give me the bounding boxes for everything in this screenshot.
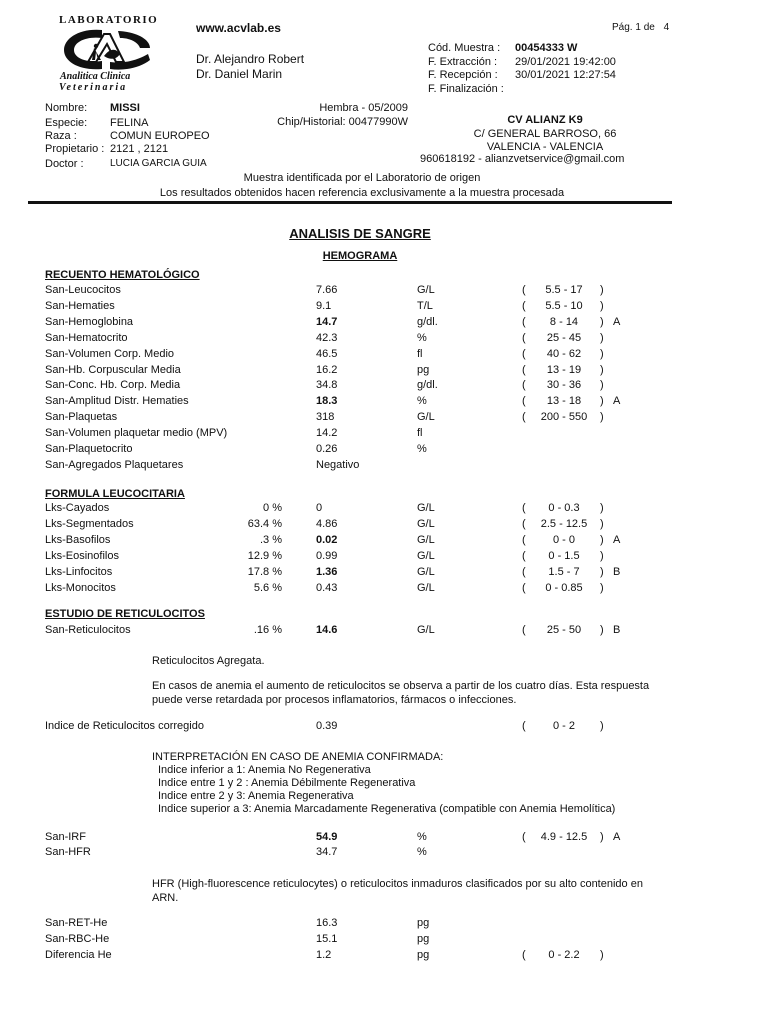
extraction-date-label: F. Extracción : <box>428 56 498 68</box>
test-name: Lks-Basofilos <box>45 534 111 546</box>
owner-label: Propietario : <box>45 143 105 155</box>
test-unit: pg <box>417 363 430 376</box>
range-open: ( <box>522 831 526 843</box>
header-divider <box>28 201 672 204</box>
note-anemia: En casos de anemia el aumento de reticulocitos se observa a partir de los cuatro días. Esta respuesta puede verse retardada por procesos inflamatorios, fármacos o infecciones. <box>152 680 650 706</box>
test-percent: 5.6 % <box>253 582 282 594</box>
test-percent: 63.4 % <box>247 518 282 530</box>
test-range: 200 - 550 <box>540 411 588 424</box>
test-range: 1.5 - 7 <box>548 566 580 578</box>
range-open: ( <box>522 566 526 578</box>
test-value: 0.02 <box>316 534 338 546</box>
test-percent: .3 % <box>259 534 282 546</box>
test-unit: G/L <box>417 284 435 296</box>
doctor-2: Dr. Daniel Marin <box>196 67 283 81</box>
test-percent: 12.9 % <box>247 550 282 562</box>
table-row <box>0 720 768 735</box>
test-name: Diferencia He <box>45 949 112 961</box>
test-name: San-Agregados Plaquetares <box>45 458 184 471</box>
test-flag: B <box>613 566 621 578</box>
test-name: San-IRF <box>45 831 86 843</box>
range-open: ( <box>522 347 526 360</box>
range-open: ( <box>522 315 526 328</box>
test-range: 5.5 - 17 <box>545 284 583 296</box>
test-unit: pg <box>417 949 430 961</box>
page-indicator <box>612 22 669 33</box>
test-name: San-Volumen plaquetar medio (MPV) <box>45 427 228 440</box>
lab-logo-subtitle-2: Veterinaria <box>59 82 128 93</box>
table-row <box>0 459 768 474</box>
test-flag: A <box>613 395 621 408</box>
test-value: 16.2 <box>316 363 338 376</box>
test-unit: pg <box>417 917 430 929</box>
range-open: ( <box>522 518 526 530</box>
test-unit: g/dl. <box>417 379 438 392</box>
test-range: 40 - 62 <box>546 347 582 360</box>
test-unit: % <box>417 331 427 344</box>
test-value: 14.7 <box>316 315 338 328</box>
test-name: San-Reticulocitos <box>45 624 131 636</box>
name-value: MISSI <box>110 102 140 114</box>
extraction-date-value: 29/01/2021 19:42:00 <box>515 56 616 68</box>
test-value: 15.1 <box>316 933 338 945</box>
test-name: San-Hematocrito <box>45 331 128 344</box>
range-close: ) <box>600 949 604 961</box>
range-close: ) <box>600 534 604 546</box>
reception-date-value: 30/01/2021 12:27:54 <box>515 69 616 81</box>
reception-date-label: F. Recepción : <box>428 69 498 81</box>
test-name: San-Volumen Corp. Medio <box>45 347 175 360</box>
test-range: 0 - 0 <box>552 534 575 546</box>
section-title-leuco: FORMULA LEUCOCITARIA <box>45 488 185 500</box>
test-value: 7.66 <box>316 284 338 296</box>
test-percent: 17.8 % <box>247 566 282 578</box>
test-flag: A <box>613 534 621 546</box>
test-unit: T/L <box>417 299 433 312</box>
range-close: ) <box>600 518 604 530</box>
test-unit: G/L <box>417 411 435 424</box>
test-name: San-Amplitud Distr. Hematies <box>45 395 189 408</box>
table-row <box>0 550 768 565</box>
lab-logo-title: LABORATORIO <box>59 14 159 26</box>
test-unit: G/L <box>417 518 435 530</box>
range-open: ( <box>522 582 526 594</box>
table-row <box>0 502 768 517</box>
test-value: 0.99 <box>316 550 338 562</box>
test-unit: fl <box>417 427 423 440</box>
clinic-name: CV ALIANZ K9 <box>507 114 583 126</box>
range-close: ) <box>600 363 604 376</box>
test-value: 54.9 <box>316 831 338 843</box>
page-total: 4 <box>663 22 670 33</box>
sample-code-value: 00454333 W <box>515 42 578 54</box>
interp-title: INTERPRETACIÓN EN CASO DE ANEMIA CONFIRMADA: <box>152 751 444 763</box>
test-value: 0.43 <box>316 582 338 594</box>
test-value: 0 <box>316 502 323 514</box>
notice-line-1: Muestra identificada por el Laboratorio de origen <box>243 172 481 184</box>
finalization-date-label: F. Finalización : <box>428 83 504 95</box>
range-open: ( <box>522 331 526 344</box>
test-percent: 0 % <box>263 502 282 514</box>
range-close: ) <box>600 315 604 328</box>
table-row <box>0 831 768 846</box>
test-range: 4.9 - 12.5 <box>540 831 588 843</box>
interp-line-3: Indice entre 2 y 3: Anemia Regenerativa <box>158 790 354 802</box>
test-name: Lks-Eosinofilos <box>45 550 119 562</box>
test-range: 25 - 50 <box>546 624 582 636</box>
test-name: Lks-Linfocitos <box>45 566 113 578</box>
test-range: 0 - 1.5 <box>548 550 580 562</box>
table-row <box>0 534 768 549</box>
owner-value: 2121 , 2121 <box>110 143 169 155</box>
test-range: 30 - 36 <box>546 379 582 392</box>
test-value: Negativo <box>316 458 360 471</box>
range-close: ) <box>600 720 604 732</box>
test-value: 14.2 <box>316 427 338 440</box>
test-unit: G/L <box>417 550 435 562</box>
test-value: 9.1 <box>316 299 332 312</box>
range-close: ) <box>600 395 604 408</box>
table-row <box>0 846 768 861</box>
report-subtitle: HEMOGRAMA <box>322 250 398 262</box>
range-open: ( <box>522 624 526 636</box>
range-open: ( <box>522 395 526 408</box>
test-name: San-Conc. Hb. Corp. Media <box>45 379 181 392</box>
table-row <box>0 364 768 379</box>
report-title: ANALISIS DE SANGRE <box>289 226 431 241</box>
interp-line-4: Indice superior a 3: Anemia Marcadamente Regenerativa (compatible con Anemia Hemolítica) <box>158 803 616 815</box>
section-title-hemato: RECUENTO HEMATOLÓGICO <box>45 269 200 281</box>
test-value: 1.2 <box>316 949 332 961</box>
interp-line-2: Indice entre 1 y 2 : Anemia Débilmente Regenerativa <box>158 777 416 789</box>
interp-line-1: Indice inferior a 1: Anemia No Regenerativa <box>158 764 371 776</box>
name-label: Nombre: <box>45 102 88 114</box>
table-row <box>0 443 768 458</box>
section-title-retic: ESTUDIO DE RETICULOCITOS <box>45 608 205 620</box>
test-value: 42.3 <box>316 331 338 344</box>
test-value: 0.26 <box>316 443 338 455</box>
doctor-1: Dr. Alejandro Robert <box>196 52 305 66</box>
test-name: Lks-Segmentados <box>45 518 134 530</box>
table-row <box>0 284 768 299</box>
range-open: ( <box>522 720 526 732</box>
table-row <box>0 917 768 932</box>
test-name: Lks-Monocitos <box>45 582 116 594</box>
table-row <box>0 566 768 581</box>
test-unit: % <box>417 831 427 843</box>
range-close: ) <box>600 379 604 392</box>
range-open: ( <box>522 550 526 562</box>
sample-code-label: Cód. Muestra : <box>428 42 501 54</box>
test-unit: G/L <box>417 624 435 636</box>
test-name: San-Hematies <box>45 299 115 312</box>
test-value: 318 <box>316 411 335 424</box>
test-unit: G/L <box>417 566 435 578</box>
test-unit: G/L <box>417 582 435 594</box>
note-agregata: Reticulocitos Agregata. <box>152 655 265 667</box>
test-range: 25 - 45 <box>546 331 582 344</box>
table-row <box>0 624 768 639</box>
range-close: ) <box>600 624 604 636</box>
doctor-label: Doctor : <box>45 158 84 170</box>
range-open: ( <box>522 363 526 376</box>
test-range: 0 - 2.2 <box>548 949 580 961</box>
range-open: ( <box>522 299 526 312</box>
lab-emblem-icon <box>58 26 154 72</box>
test-unit: fl <box>417 347 423 360</box>
page-of: de <box>643 22 655 33</box>
range-close: ) <box>600 582 604 594</box>
doctor-value: LUCIA GARCIA GUIA <box>110 158 207 169</box>
website-link[interactable]: www.acvlab.es <box>196 21 281 35</box>
test-unit: % <box>417 443 427 455</box>
test-value: 46.5 <box>316 347 338 360</box>
test-name: San-Hb. Corpuscular Media <box>45 363 181 376</box>
test-name: San-HFR <box>45 846 91 858</box>
page-label: Pág. <box>612 22 633 33</box>
clinic-address: C/ GENERAL BARROSO, 66 <box>473 128 617 140</box>
chip-history: Chip/Historial: 00477990W <box>277 116 408 128</box>
test-value: 16.3 <box>316 917 338 929</box>
test-flag: A <box>613 315 621 328</box>
test-flag: A <box>613 831 621 843</box>
table-row <box>0 582 768 597</box>
range-close: ) <box>600 831 604 843</box>
test-range: 0 - 2 <box>552 720 575 732</box>
table-row <box>0 933 768 948</box>
test-unit: G/L <box>417 502 435 514</box>
test-name: San-Leucocitos <box>45 284 121 296</box>
table-row <box>0 332 768 347</box>
table-row <box>0 300 768 315</box>
range-close: ) <box>600 284 604 296</box>
test-flag: B <box>613 624 621 636</box>
test-range: 2.5 - 12.5 <box>540 518 588 530</box>
test-name: Lks-Cayados <box>45 502 110 514</box>
table-row <box>0 348 768 363</box>
test-range: 13 - 19 <box>546 363 582 376</box>
test-value: 0.39 <box>316 720 338 732</box>
breed-value: COMUN EUROPEO <box>110 130 210 142</box>
test-percent: .16 % <box>253 624 282 636</box>
test-range: 0 - 0.3 <box>548 502 580 514</box>
table-row <box>0 411 768 426</box>
lab-logo-subtitle-1: Analitica Clinica <box>60 71 131 82</box>
test-range: 5.5 - 10 <box>545 299 583 312</box>
note-hfr: HFR (High-fluorescence reticulocytes) o reticulocitos inmaduros clasificados por su alto contenido en ARN. <box>152 878 643 904</box>
range-close: ) <box>600 566 604 578</box>
table-row <box>0 427 768 442</box>
test-unit: g/dl. <box>417 315 438 328</box>
table-row <box>0 518 768 533</box>
clinic-contact: 960618192 - alianzvetservice@gmail.com <box>420 153 625 165</box>
range-open: ( <box>522 379 526 392</box>
test-name: San-Plaquetocrito <box>45 443 133 455</box>
range-close: ) <box>600 502 604 514</box>
range-close: ) <box>600 550 604 562</box>
range-open: ( <box>522 949 526 961</box>
test-range: 0 - 0.85 <box>545 582 583 594</box>
test-unit: pg <box>417 933 430 945</box>
test-range: 13 - 18 <box>546 395 582 408</box>
test-name: San-Plaquetas <box>45 411 118 424</box>
clinic-city: VALENCIA - VALENCIA <box>486 141 604 153</box>
test-name: San-RET-He <box>45 917 108 929</box>
range-close: ) <box>600 411 604 424</box>
test-range: 8 - 14 <box>549 315 579 328</box>
test-unit: % <box>417 395 427 408</box>
range-open: ( <box>522 284 526 296</box>
test-value: 14.6 <box>316 624 338 636</box>
range-close: ) <box>600 331 604 344</box>
test-value: 4.86 <box>316 518 338 530</box>
page-current: 1 <box>635 22 641 33</box>
test-name: San-RBC-He <box>45 933 110 945</box>
range-open: ( <box>522 534 526 546</box>
range-close: ) <box>600 347 604 360</box>
table-row <box>0 316 768 331</box>
table-row <box>0 949 768 964</box>
table-row <box>0 379 768 394</box>
test-value: 1.36 <box>316 566 338 578</box>
table-row <box>0 395 768 410</box>
species-value: FELINA <box>110 117 149 129</box>
test-unit: % <box>417 846 427 858</box>
notice-line-2: Los resultados obtenidos hacen referencia exclusivamente a la muestra procesada <box>159 187 565 199</box>
test-value: 34.7 <box>316 846 338 858</box>
test-unit: G/L <box>417 534 435 546</box>
test-name: Indice de Reticulocitos corregido <box>45 720 204 732</box>
range-close: ) <box>600 299 604 312</box>
breed-label: Raza : <box>45 130 77 142</box>
test-value: 34.8 <box>316 379 338 392</box>
range-open: ( <box>522 502 526 514</box>
range-open: ( <box>522 411 526 424</box>
sex-birth: Hembra - 05/2009 <box>319 102 408 114</box>
test-value: 18.3 <box>316 395 338 408</box>
test-name: San-Hemoglobina <box>45 315 134 328</box>
species-label: Especie: <box>45 117 88 129</box>
